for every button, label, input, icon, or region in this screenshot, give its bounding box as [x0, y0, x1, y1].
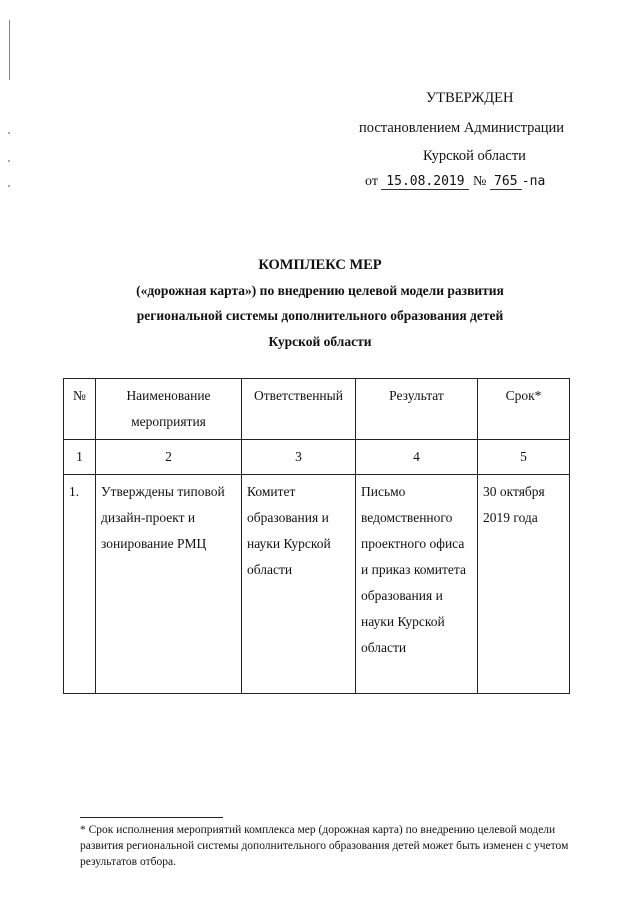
- table-row: [64, 475, 570, 694]
- margin-dot: [8, 132, 10, 134]
- row-number: 1.: [64, 475, 96, 694]
- column-number: 4: [356, 440, 478, 475]
- document-subtitle-2: региональной системы дополнительного образования детей: [136, 308, 504, 323]
- table-header-row: [64, 379, 570, 440]
- header-deadline: Срок*: [478, 379, 570, 440]
- header-name: Наименование мероприятия: [96, 379, 242, 440]
- header-result: Результат: [356, 379, 478, 440]
- footnote: * Срок исполнения мероприятий комплекса мер (дорожная карта) по внедрению целевой модели развития региональной системы дополнительного образования детей может быть изменен с учетом результатов отбора.: [80, 824, 569, 868]
- document-subtitle-1: («дорожная карта») по внедрению целевой модели развития: [136, 283, 504, 298]
- column-number: 1: [64, 440, 96, 475]
- margin-line: [9, 20, 10, 80]
- header-number: №: [64, 379, 96, 440]
- row-result: Письмо ведомственного проектного офиса и приказ комитета образования и науки Курской области: [356, 475, 478, 694]
- column-number: 3: [242, 440, 356, 475]
- approval-line-3: Курской области: [423, 148, 526, 164]
- column-number: 2: [96, 440, 242, 475]
- row-measure-name: Утверждены типовой дизайн-проект и зонирование РМЦ: [96, 475, 242, 694]
- approval-number: 765: [490, 174, 522, 190]
- header-responsible: Ответственный: [242, 379, 356, 440]
- row-deadline: 30 октября 2019 года: [478, 475, 570, 694]
- approval-date-row: [365, 174, 545, 190]
- row-responsible: Комитет образования и науки Курской области: [242, 475, 356, 694]
- approval-title: УТВЕРЖДЕН: [426, 90, 514, 106]
- footnote-rule: [80, 817, 223, 818]
- margin-dot: [8, 185, 10, 187]
- approval-date: 15.08.2019: [381, 174, 469, 190]
- approval-line-2: постановлением Администрации: [359, 120, 565, 136]
- document-subtitle-3: Курской области: [268, 334, 372, 349]
- column-number-row: [64, 440, 570, 475]
- margin-dot: [8, 160, 10, 162]
- number-sign: №: [472, 174, 487, 189]
- approval-number-suffix: -па: [521, 174, 546, 189]
- date-prefix: от: [365, 174, 378, 189]
- column-number: 5: [478, 440, 570, 475]
- measures-table: [63, 378, 570, 694]
- document-title: КОМПЛЕКС МЕР: [258, 257, 382, 273]
